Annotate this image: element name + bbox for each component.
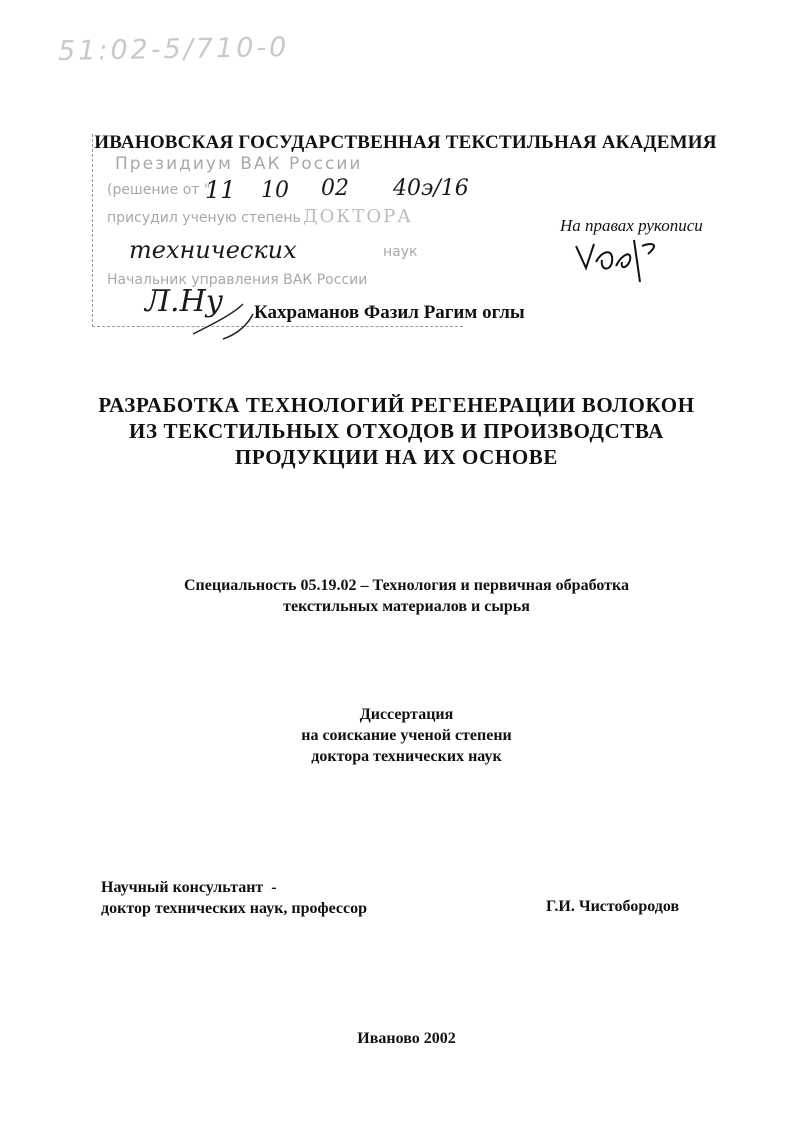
title-line-2: ИЗ ТЕКСТИЛЬНЫХ ОТХОДОВ И ПРОИЗВОДСТВА	[129, 419, 664, 443]
stamp-line-field	[383, 244, 417, 260]
city-year: Иваново 2002	[357, 1030, 456, 1047]
specialty-line-1: Специальность 05.19.02 – Технология и первичная обработка	[183, 577, 629, 594]
specialty	[0, 575, 793, 617]
specialty-line-2: текстильных материалов и сырья	[283, 598, 530, 615]
dissertation-line-3: доктора технических наук	[311, 748, 502, 765]
consultant-block	[101, 877, 367, 919]
consultant-degree: доктор технических наук, профессор	[101, 900, 368, 917]
stamp-signature-flourish	[183, 294, 263, 344]
stamp-field-suffix: наук	[383, 244, 418, 260]
title-line-1: РАЗРАБОТКА ТЕХНОЛОГИЙ РЕГЕНЕРАЦИИ ВОЛОКОН	[98, 393, 695, 417]
stamp-signature: Л.Ну	[145, 284, 224, 319]
vak-stamp	[92, 134, 469, 327]
stamp-hand-day: 11	[205, 176, 236, 204]
title-line-3: ПРОДУКЦИИ НА ИХ ОСНОВЕ	[234, 445, 559, 469]
archive-number: 51:02-5/710-0	[57, 31, 290, 68]
stamp-hand-month: 10	[261, 178, 289, 203]
manuscript-note: На правах рукописи	[560, 216, 703, 235]
stamp-hand-number: 40э/16	[393, 176, 469, 201]
author-signature	[572, 236, 672, 286]
stamp-line-degree	[107, 210, 301, 226]
stamp-hand-year: 02	[321, 176, 349, 201]
dissertation-line-2: на соискание ученой степени	[301, 727, 512, 744]
dissertation-line-1: Диссертация	[359, 706, 454, 723]
stamp-line-decision	[107, 182, 210, 198]
stamp-line-presidium: Президиум ВАК России	[115, 154, 363, 174]
consultant-name: Г.И. Чистобородов	[546, 898, 680, 915]
stamp-degree-prefix: присудил ученую степень	[107, 210, 301, 226]
stamp-decision-prefix: (решение от "	[107, 182, 211, 198]
dissertation-type	[0, 704, 793, 767]
consultant-role: Научный консультант -	[101, 879, 277, 896]
author-name: Кахраманов Фазил Рагим оглы	[254, 302, 525, 323]
stamp-degree: ДОКТОРА	[303, 206, 413, 227]
stamp-line-head: Начальник управления ВАК России	[107, 272, 368, 288]
dissertation-title	[0, 392, 793, 470]
institution-name: ИВАНОВСКАЯ ГОСУДАРСТВЕННАЯ ТЕКСТИЛЬНАЯ АКАДЕМИЯ	[94, 132, 717, 153]
stamp-hand-field: технических	[129, 236, 297, 264]
